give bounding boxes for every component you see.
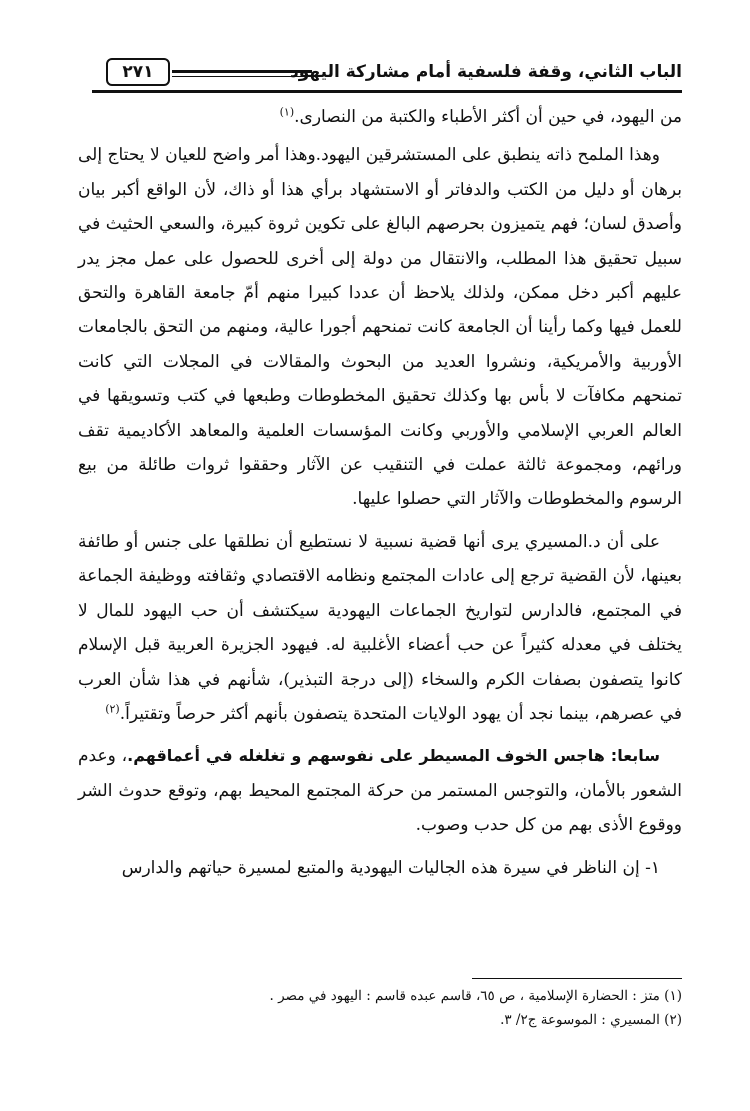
- paragraph-1-text: من اليهود، في حين أن أكثر الأطباء والكتبة من النصارى.: [294, 107, 682, 127]
- footnote-separator: [472, 978, 682, 979]
- footnote-ref-2: (٢): [105, 702, 120, 716]
- paragraph-4: [78, 739, 682, 842]
- header-ornament-thin-line: [172, 76, 312, 77]
- paragraph-3: [78, 525, 682, 731]
- running-title: الباب الثاني، وقفة فلسفية أمام مشاركة اليهود: [290, 62, 682, 82]
- section-heading-seventh: سابعا: هاجس الخوف المسيطر على نفوسهم و تغلغله في أعماقهم.: [127, 746, 660, 766]
- header-ornament-thick-line: [172, 70, 312, 73]
- header-divider: [92, 90, 682, 93]
- body-text: [78, 100, 682, 893]
- paragraph-1: [78, 100, 682, 134]
- paragraph-4-text: ، وعدم الشعور بالأمان، والتوجس المستمر من حركة المجتمع المحيط بهم، وتوقع حدوث الشر ووقوع الأذى بهم من كل حدب وصوب.: [78, 746, 682, 836]
- paragraph-5: ١- إن الناظر في سيرة هذه الجاليات اليهودية والمتبع لمسيرة حياتهم والدارس: [121, 857, 660, 878]
- footnotes: [182, 984, 682, 1032]
- footnote-1: (١) متز : الحضارة الإسلامية ، ص ٦٥، قاسم عبده قاسم : اليهود في مصر .: [269, 988, 682, 1004]
- paragraph-2: وهذا الملمح ذاته ينطبق على المستشرقين اليهود.وهذا أمر واضح للعيان لا يحتاج إلى برهان أو دليل من الكتب والدفاتر أو الاستشهاد برأي هذا أو ذاك، لأن الواقع أكبر بيان وأصدق لسان؛ فهم يتميزون بحرصهم البالغ على تكوين ثروة كبيرة، والسعي الحثيث في سبيل تحقيق هذا المطلب، والانتقال من دولة إلى أخرى للحصول على عمل مجز يدر عليهم أكبر دخل ممكن، ولذلك يلاحظ أن عددا كبيرا منهم أمّ جامعة القاهرة والتحق للعمل فيها وكما رأينا أن الجامعة كانت تمنحهم أجورا عالية، ومنهم من التحق بالجامعات الأوربية والأمريكية، ونشروا العديد من البحوث والمقالات في المجلات التي كانت تمنحهم مكافآت لا بأس بها وكذلك تحقيق المخطوطات وطبعها في كتب وتسويقها في العالم العربي الإسلامي والأوربي وكانت المؤسسات العلمية والمعاهد الأكاديمية تقف ورائهم، ومجموعة ثالثة عملت في التنقيب عن الآثار وحققوا ثروات طائلة من بيع الرسوم والمخطوطات والآثار التي حصلوا عليها.: [78, 145, 683, 510]
- page-number: ٢٧١: [106, 58, 170, 86]
- paragraph-3-text: على أن د.المسيري يرى أنها قضية نسبية لا نستطيع أن نطلقها على جنس أو طائفة بعينها، لأن القضية ترجع إلى عادات المجتمع ونظامه الاقتصادي وثقافته ووظيفة الجماعة في المجتمع، فالدارس لتواريخ الجماعات اليهودية سيكتشف أن حب اليهود للمال لا يختلف في معدله كثيراً عن حب أعضاء الأغلبية له. فيهود الجزيرة العربية قبل الإسلام كانوا يتصفون بصفات الكرم والسخاء (إلى درجة التبذير)، شأنهم في هذا شأن العرب في عصرهم، بينما نجد أن يهود الولايات المتحدة يتصفون بأنهم أكثر حرصاً وتقتيراً.: [78, 531, 682, 724]
- page-header: [92, 50, 682, 96]
- footnote-2: (٢) المسيري : الموسوعة ج٢/ ٣.: [500, 1012, 682, 1028]
- footnote-ref-1: (١): [279, 105, 295, 119]
